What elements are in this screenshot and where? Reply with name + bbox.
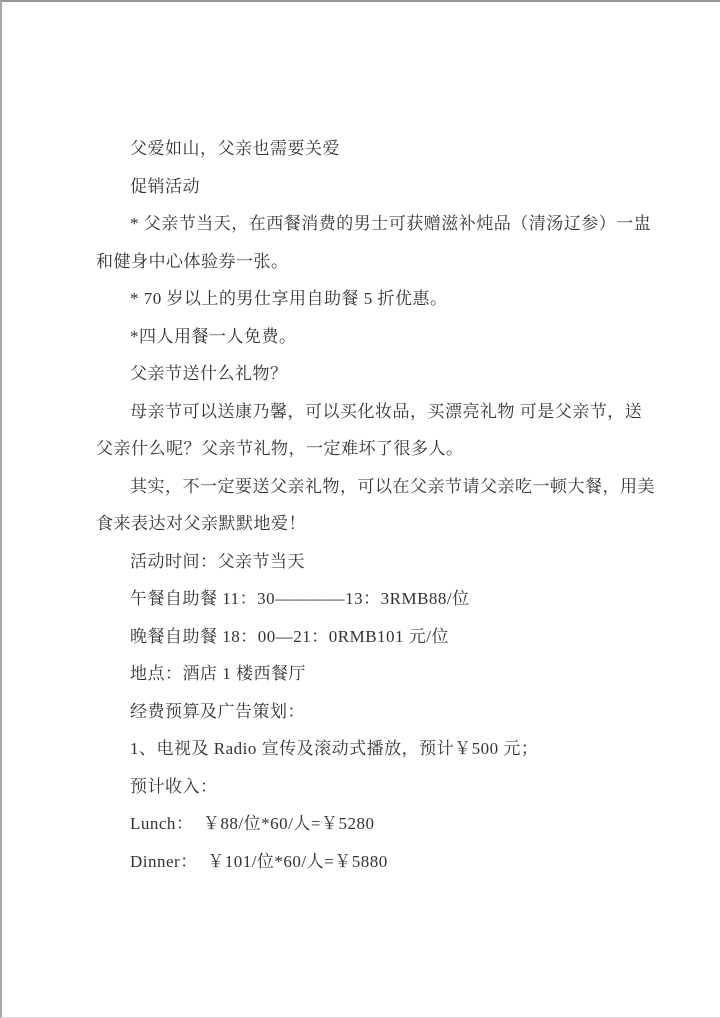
- text-line: 其实，不一定要送父亲礼物，可以在父亲节请父亲吃一顿大餐，用美: [130, 476, 655, 496]
- text-line: 午餐自助餐 11：30————13：3RMB88/位: [130, 589, 470, 608]
- text-line: 父亲节送什么礼物？: [130, 364, 288, 383]
- text-line: *四人用餐一人免费。: [130, 326, 297, 346]
- text-line: 母亲节可以送康乃馨，可以买化妆品，买漂亮礼物 可是父亲节，送: [130, 401, 643, 421]
- text-line: 晚餐自助餐 18：00—21：0RMB101 元/位: [130, 626, 450, 646]
- text-line: Dinner： ￥101/位*60/人=￥5880: [130, 851, 388, 871]
- text-line: 促销活动: [130, 176, 200, 196]
- text-line: 父爱如山，父亲也需要关爱: [130, 139, 340, 158]
- text-line: 食来表达对父亲默默地爱！: [96, 514, 306, 533]
- text-line: 父亲什么呢？父亲节礼物，一定难坏了很多人。: [96, 439, 464, 458]
- text-line: 地点：酒店 1 楼西餐厅: [130, 664, 306, 683]
- text-line: Lunch： ￥88/位*60/人=￥5280: [130, 814, 375, 833]
- document-body: [2, 2, 720, 880]
- text-line: * 70 岁以上的男仕享用自助餐 5 折优惠。: [130, 289, 448, 308]
- text-line: * 父亲节当天，在西餐消费的男士可获赠滋补炖品（清汤辽参）一盅: [130, 214, 652, 233]
- text-line: 活动时间：父亲节当天: [130, 551, 305, 571]
- text-line: 经费预算及广告策划：: [130, 701, 305, 721]
- text-line: 预计收入：: [130, 776, 218, 796]
- text-line: 和健身中心体验券一张。: [96, 251, 289, 271]
- text-line: 1、电视及 Radio 宣传及滚动式播放，预计￥500 元；: [130, 739, 539, 758]
